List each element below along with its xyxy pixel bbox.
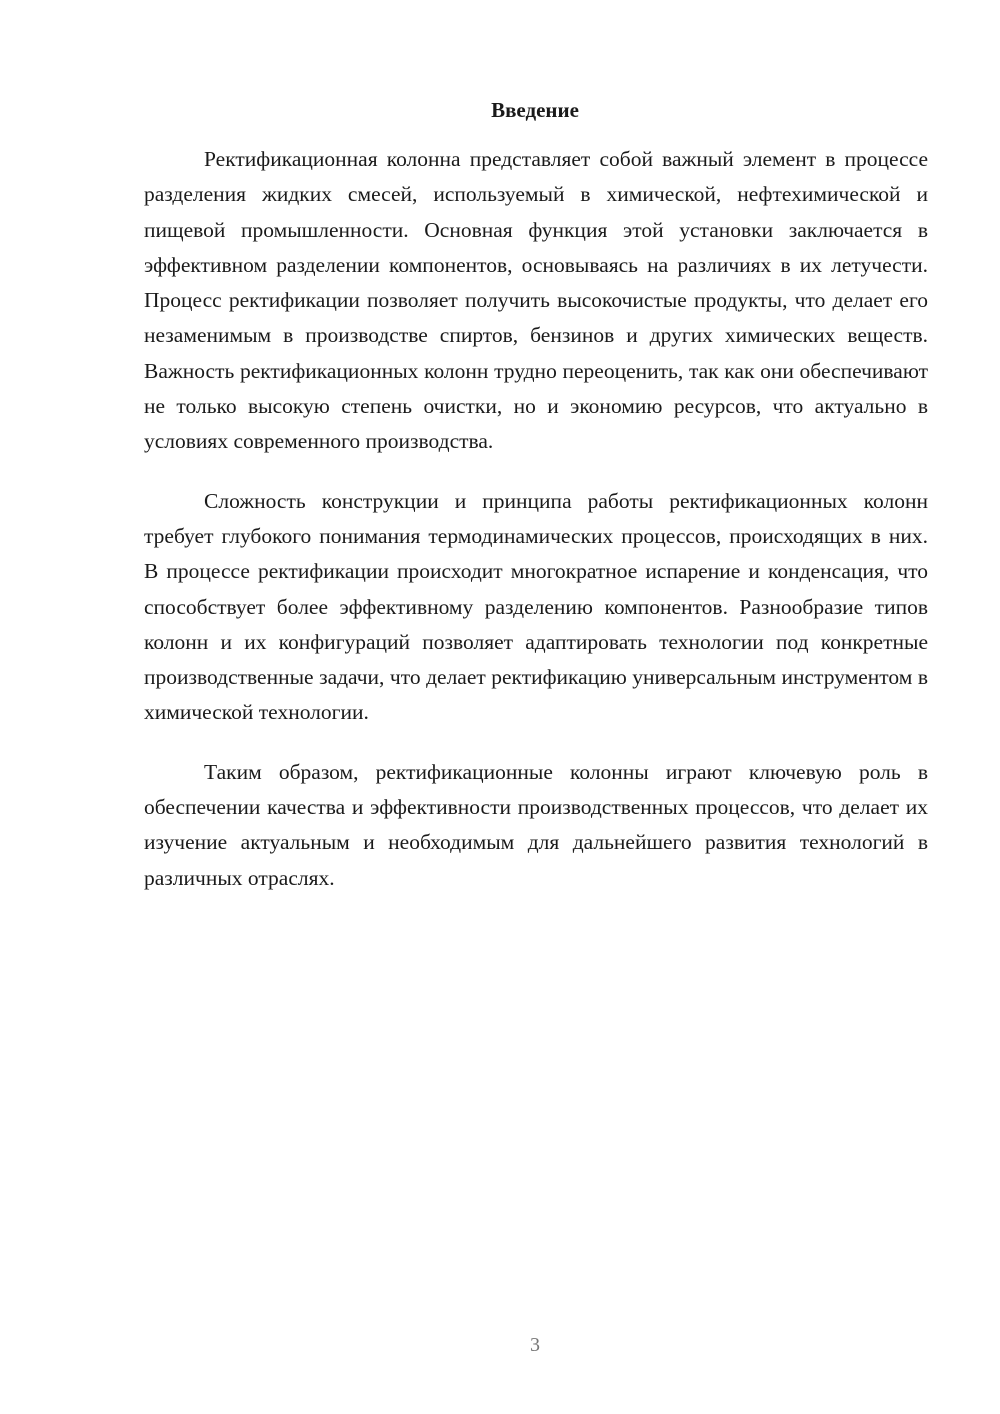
- body-text: [144, 142, 928, 920]
- page-number: 3: [530, 1334, 540, 1356]
- section-heading: Введение: [491, 98, 579, 122]
- paragraph: Таким образом, ректификационные колонны играют ключевую роль в обеспечении качества и эффективности производственных процессов, что делает их изучение актуальным и необходимым для дальнейшего развития технологий в различных отраслях.: [144, 759, 928, 890]
- paragraph: Ректификационная колонна представляет собой важный элемент в процессе разделения жидких смесей, используемый в химической, нефтехимической и пищевой промышленности. Основная функция этой установки заключается в эффективном разделении компонентов, основываясь на различиях в их летучести. Процесс ректификации позволяет получить высокочистые продукты, что делает его незаменимым в производстве спиртов, бензинов и других химических веществ. Важность ректификационных колонн трудно переоценить, так как они обеспечивают не только высокую степень очистки, но и экономию ресурсов, что актуально в условиях современного производства.: [144, 147, 928, 454]
- paragraph: Сложность конструкции и принципа работы ректификационных колонн требует глубокого понимания термодинамических процессов, происходящих в них. В процессе ректификации происходит многократное испарение и конденсация, что способствует более эффективному разделению компонентов. Разнообразие типов колонн и их конфигураций позволяет адаптировать технологии под конкретные производственные задачи, что делает ректификацию универсальным инструментом в химической технологии.: [144, 488, 928, 725]
